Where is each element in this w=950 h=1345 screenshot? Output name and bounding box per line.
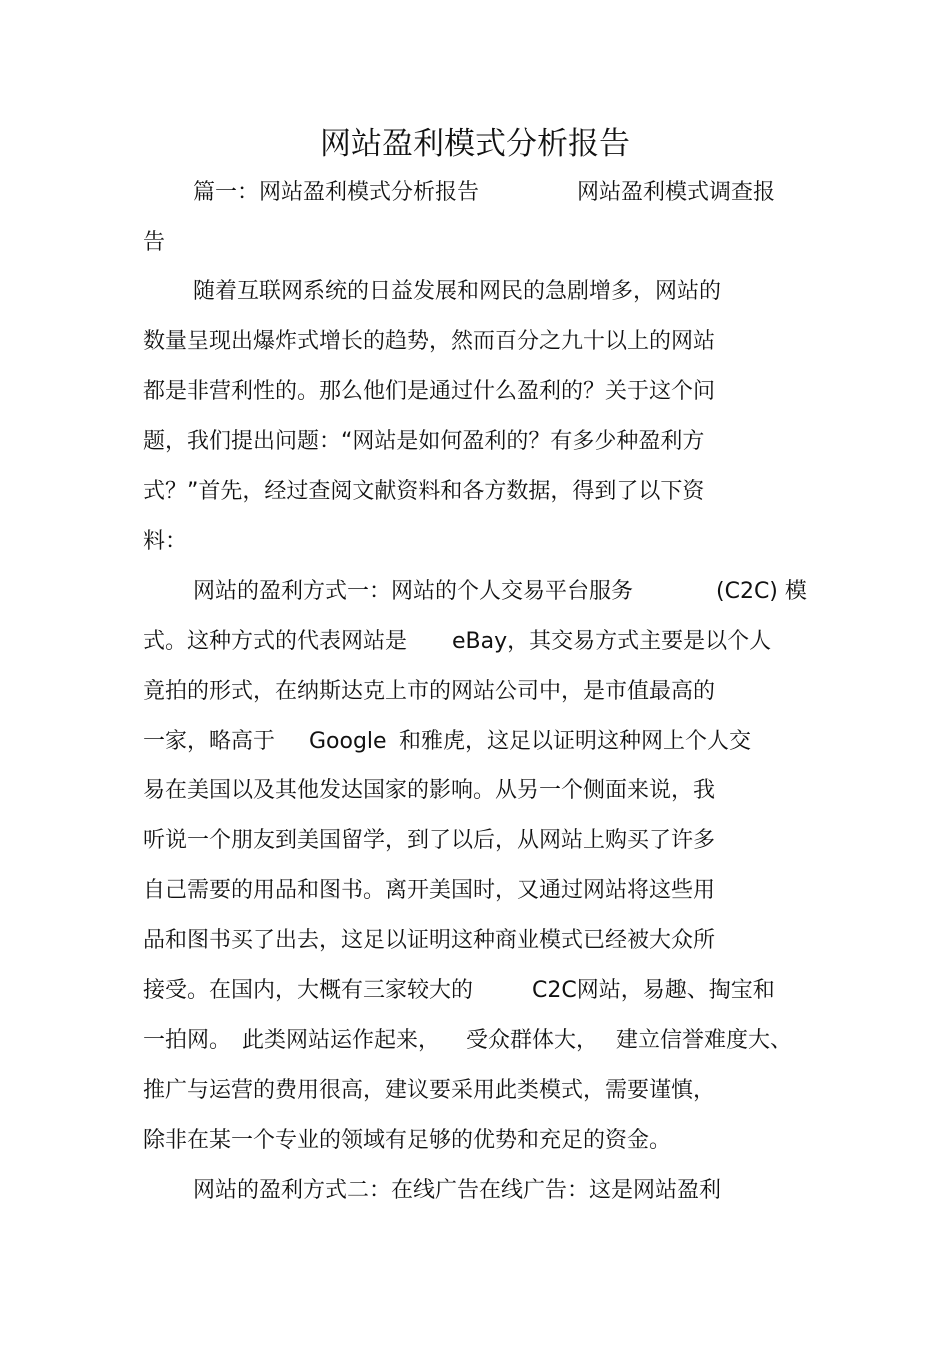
text-segment: (C2C) 模 <box>716 579 807 604</box>
text-segment: 竟拍的形式，在纳斯达克上市的网站公司中，是市值最高的 <box>143 679 716 704</box>
text-segment: 一拍网。 <box>143 1028 232 1053</box>
text-segment: 听说一个朋友到美国留学，到了以后，从网站上购买了许多 <box>143 828 716 853</box>
text-segment: 篇一：网站盈利模式分析报告 <box>193 180 480 205</box>
text-segment: 一家，略高于 <box>143 729 276 754</box>
text-segment: 网站盈利模式调查报 <box>577 180 776 205</box>
text-segment: 随着互联网系统的日益发展和网民的急剧增多，网站的 <box>193 279 722 304</box>
text-segment: Google <box>309 729 387 754</box>
text-segment: 和雅虎，这足以证明这种网上个人交 <box>399 729 752 754</box>
text-segment: eBay，其交易方式主要是以个人 <box>452 629 772 654</box>
text-segment: 数量呈现出爆炸式增长的趋势，然而百分之九十以上的网站 <box>143 329 716 354</box>
text-segment: C2C网站，易趣、掏宝和 <box>532 978 775 1003</box>
text-segment: 推广与运营的费用很高，建议要采用此类模式，需要谨慎， <box>143 1078 716 1103</box>
text-segment: 自己需要的用品和图书。离开美国时，又通过网站将这些用 <box>143 878 716 903</box>
page-title: 网站盈利模式分析报告 <box>320 126 630 162</box>
text-segment: 品和图书买了出去，这足以证明这种商业模式已经被大众所 <box>143 928 716 953</box>
text-segment: 接受。在国内，大概有三家较大的 <box>143 978 474 1003</box>
text-segment: 式？”首先，经过查阅文献资料和各方数据，得到了以下资 <box>143 479 705 504</box>
text-segment: 告 <box>143 230 166 255</box>
text-segment: 受众群体大， <box>466 1028 599 1053</box>
text-segment: 网站的盈利方式一：网站的个人交易平台服务 <box>193 579 634 604</box>
text-segment: 建立信誉难度大、 <box>616 1028 793 1053</box>
text-segment: 除非在某一个专业的领域有足够的优势和充足的资金。 <box>143 1128 672 1153</box>
text-segment: 式。这种方式的代表网站是 <box>143 629 408 654</box>
text-segment: 题，我们提出问题：“网站是如何盈利的？有多少种盈利方 <box>143 429 705 454</box>
text-segment: 网站的盈利方式二：在线广告在线广告：这是网站盈利 <box>193 1178 722 1203</box>
text-segment: 料： <box>143 529 188 554</box>
text-segment: 此类网站运作起来， <box>242 1028 441 1053</box>
text-segment: 都是非营利性的。那么他们是通过什么盈利的？关于这个问 <box>143 379 716 404</box>
text-segment: 易在美国以及其他发达国家的影响。从另一个侧面来说，我 <box>143 778 716 803</box>
